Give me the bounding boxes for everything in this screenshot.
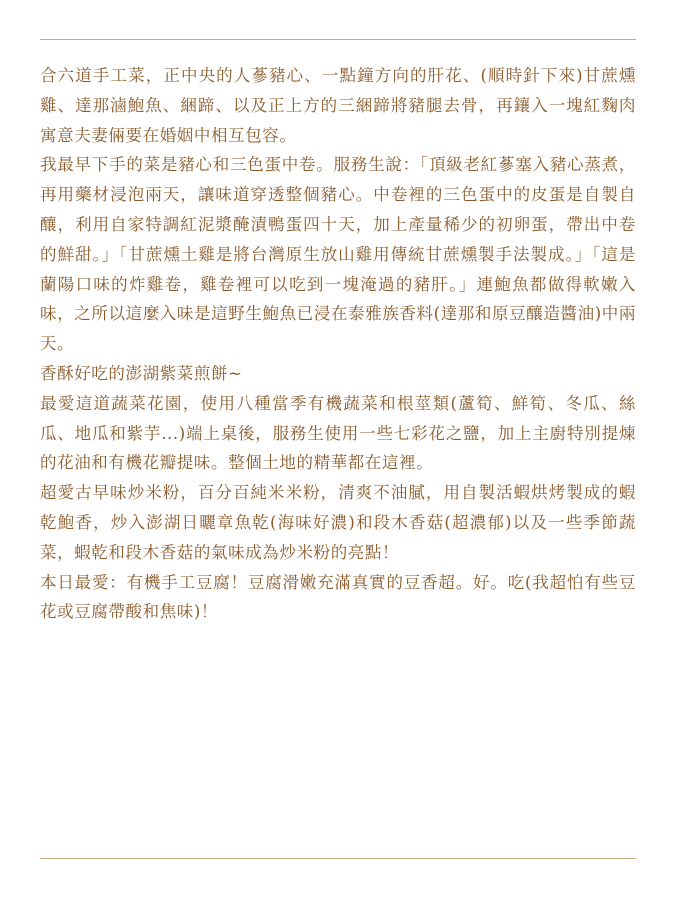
paragraph-6: 本日最愛：有機手工豆腐！豆腐滑嫩充滿真實的豆香超。好。吃(我超怕有些豆花或豆腐帶酸和焦味)！ bbox=[40, 572, 636, 622]
paragraph-4: 最愛這道蔬菜花園，使用八種當季有機蔬菜和根莖類(蘆筍、鮮筍、冬瓜、絲瓜、地瓜和紫芋...)端上桌後，服務生使用一些七彩花之鹽，加上主廚特別提煉的花油和有機花瓣提味。整個土地的精華都在這裡。 bbox=[40, 393, 636, 473]
paragraph-1: 合六道手工菜，正中央的人蔘豬心、一點鐘方向的肝花、(順時針下來)甘蔗燻雞、達那滷鮑魚、綑蹄、以及正上方的三綑蹄將豬腿去骨，再鑲入一塊紅麴肉寓意夫妻倆要在婚姻中相互包容。 bbox=[40, 66, 636, 145]
paragraph-5: 超愛古早味炒米粉，百分百純米米粉，清爽不油膩，用自製活蝦烘烤製成的蝦乾鮑香，炒入澎湖日曬章魚乾(海味好濃)和段木香菇(超濃郁)以及一些季節蔬菜，蝦乾和段木香菇的氣味成為炒米粉的亮點！ bbox=[40, 483, 636, 562]
bottom-divider bbox=[40, 858, 636, 859]
paragraph-2: 我最早下手的菜是豬心和三色蛋中卷。服務生說：「頂級老紅蔘塞入豬心蒸煮，再用藥材浸泡兩天，讓味道穿透整個豬心。中卷裡的三色蛋中的皮蛋是自製自釀，利用自家特調紅泥漿醃漬鴨蛋四十天，加上產量稀少的初卵蛋，帶出中卷的鮮甜。」「甘蔗燻土雞是將台灣原生放山雞用傳統甘蔗燻製手法製成。」「這是蘭陽口味的炸雞卷，雞卷裡可以吃到一塊淹過的豬肝。」連鮑魚都做得軟嫩入味，之所以這麼入味是這野生鮑魚已浸在泰雅族香料(達那和原豆釀造醬油)中兩天。 bbox=[40, 155, 636, 354]
article-body bbox=[40, 61, 636, 627]
top-divider bbox=[40, 39, 636, 40]
paragraph-3: 香酥好吃的澎湖紫菜煎餅~ bbox=[40, 363, 243, 383]
